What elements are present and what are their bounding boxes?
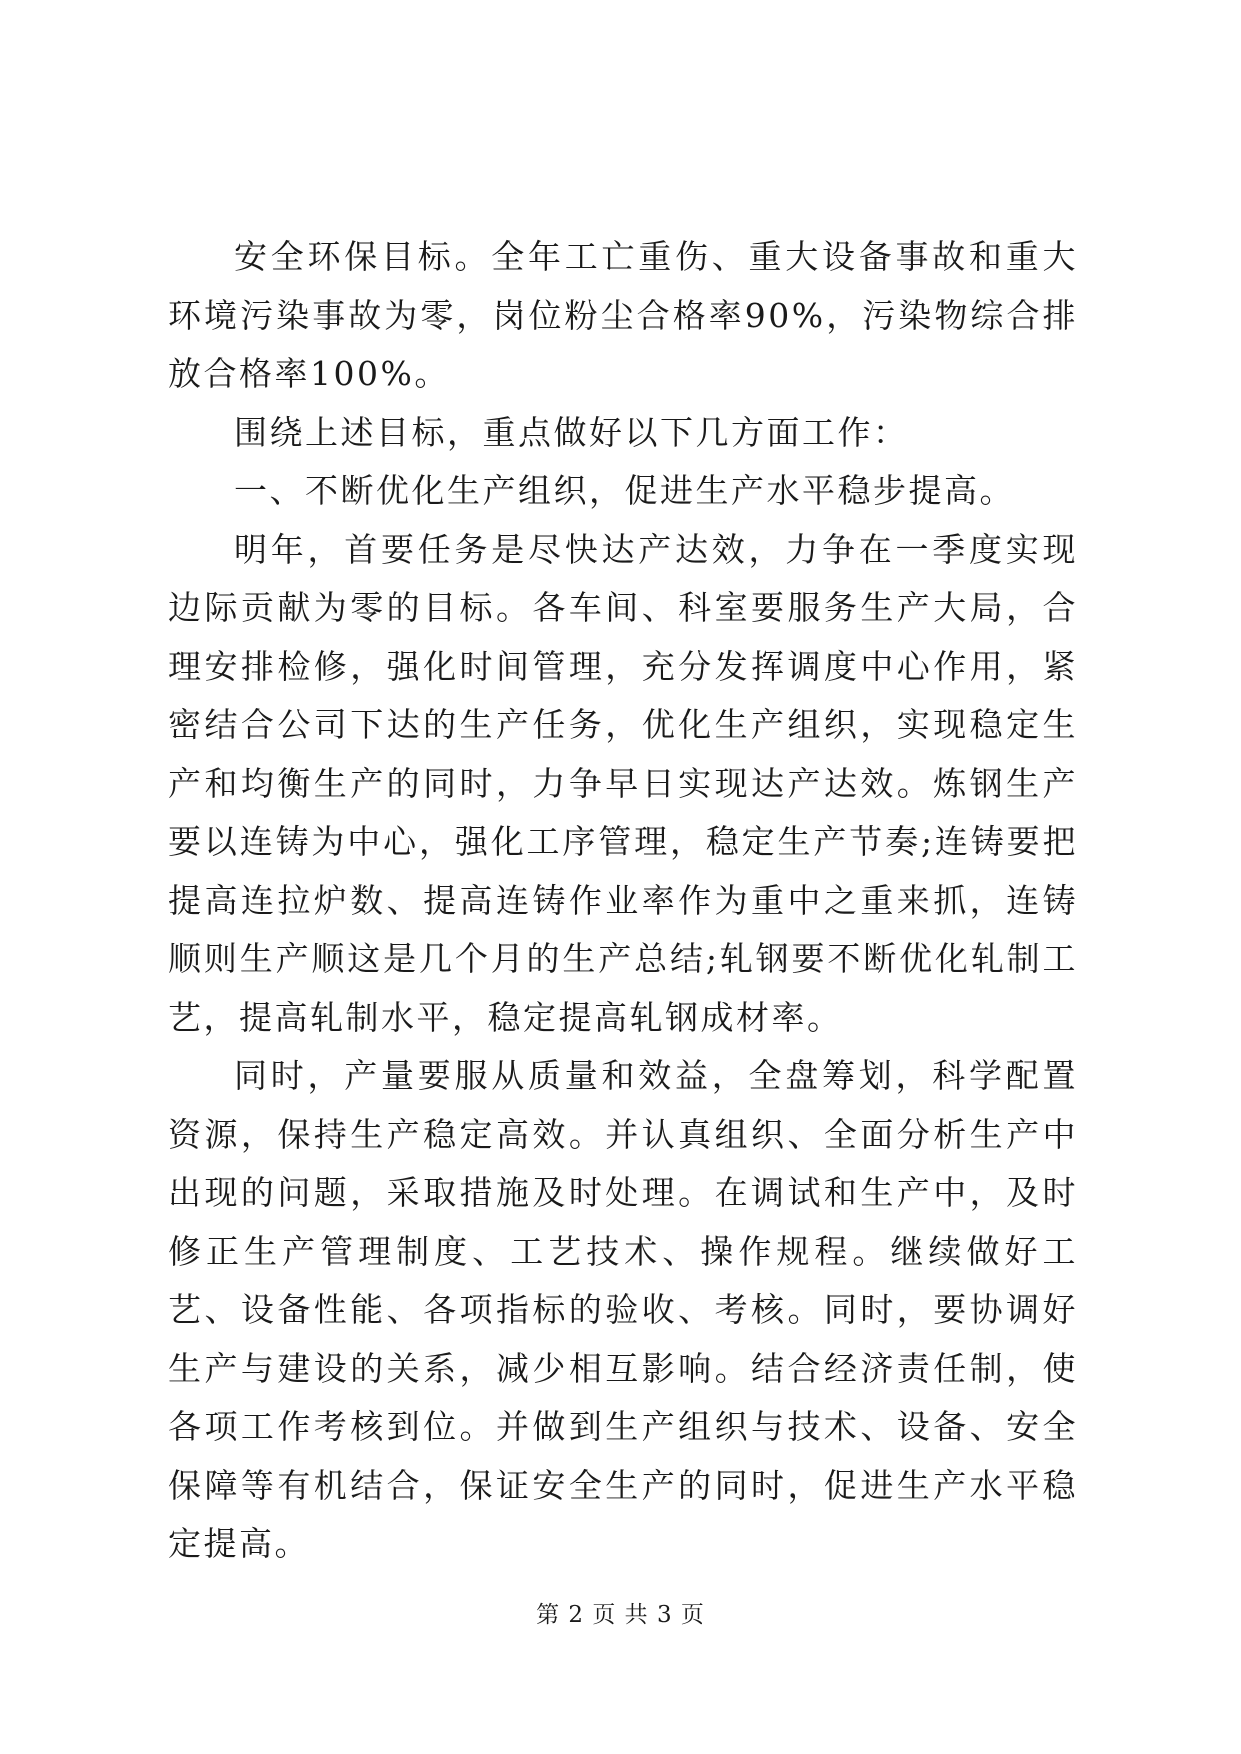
document-body [168, 228, 1078, 1574]
paragraph-quality-efficiency: 同时，产量要服从质量和效益，全盘筹划，科学配置资源，保持生产稳定高效。并认真组织、全面分析生产中出现的问题，采取措施及时处理。在调试和生产中，及时修正生产管理制度、工艺技术、操作规程。继续做好工艺、设备性能、各项指标的验收、考核。同时，要协调好生产与建设的关系，减少相互影响。结合经济责任制，使各项工作考核到位。并做到生产组织与技术、设备、安全保障等有机结合，保证安全生产的同时，促进生产水平稳定提高。 [168, 1056, 1078, 1563]
page-number-footer: 第 2 页 共 3 页 [536, 1602, 705, 1628]
paragraph-production-tasks: 明年，首要任务是尽快达产达效，力争在一季度实现边际贡献为零的目标。各车间、科室要服务生产大局，合理安排检修，强化时间管理，充分发挥调度中心作用，紧密结合公司下达的生产任务，优化生产组织，实现稳定生产和均衡生产的同时，力争早日实现达产达效。炼钢生产要以连铸为中心，强化工序管理，稳定生产节奏;连铸要把提高连拉炉数、提高连铸作业率作为重中之重来抓，连铸顺则生产顺这是几个月的生产总结;轧钢要不断优化轧制工艺，提高轧制水平，稳定提高轧钢成材率。 [168, 529, 1078, 1037]
paragraph-intro-work: 围绕上述目标，重点做好以下几方面工作： [234, 412, 909, 452]
section-heading-1: 一、不断优化生产组织，促进生产水平稳步提高。 [234, 471, 1015, 510]
paragraph-safety-goals: 安全环保目标。全年工亡重伤、重大设备事故和重大环境污染事故为零，岗位粉尘合格率90%，污染物综合排放合格率100%。 [168, 237, 1078, 393]
